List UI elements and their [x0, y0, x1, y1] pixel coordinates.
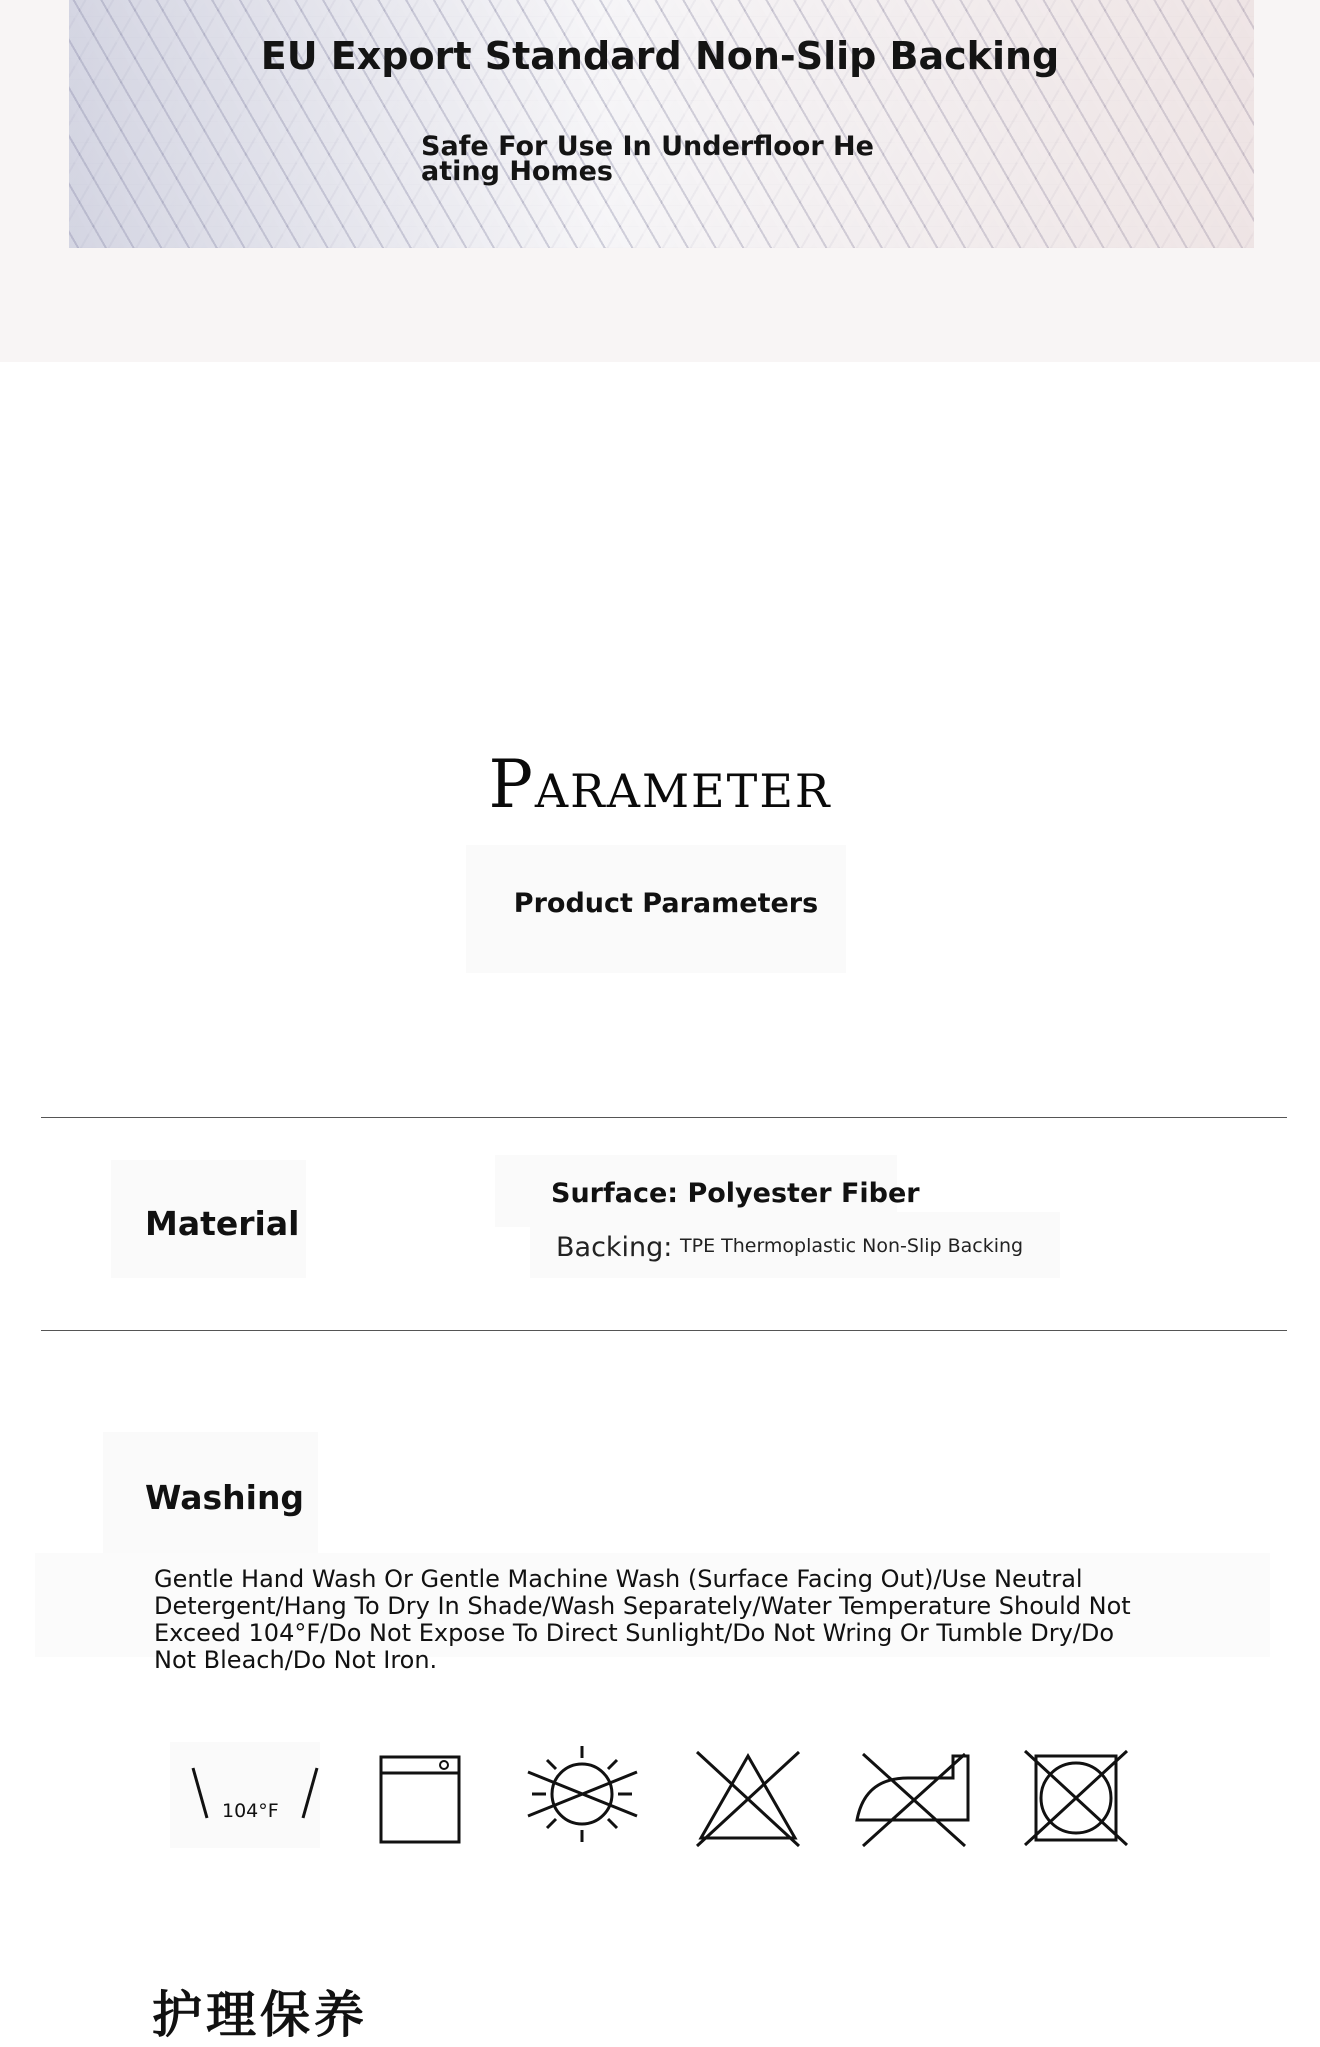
- product-parameters-subheading: Product Parameters: [513, 888, 819, 919]
- surface-material: Surface: Polyester Fiber: [551, 1178, 920, 1209]
- banner-title: EU Export Standard Non-Slip Backing: [260, 34, 1060, 78]
- material-label: Material: [145, 1204, 300, 1243]
- washing-description: Gentle Hand Wash Or Gentle Machine Wash (Surface Facing Out)/Use Neutral Detergent/Hang To Dry In Shade/Wash Separately/Water Temperature Should Not Exceed 104°F/Do Not Expose To Direct Sunlight/Do Not Wring Or Tumble Dry/Do Not Bleach/Do Not Iron.: [154, 1565, 1131, 1674]
- no-bleach-icon: [693, 1748, 803, 1848]
- divider-middle: [41, 1330, 1287, 1331]
- backing-value: TPE Thermoplastic Non-Slip Backing: [680, 1235, 1024, 1257]
- no-sun-drying-icon: [525, 1742, 640, 1847]
- parameter-heading: Parameter: [488, 746, 832, 823]
- machine-wash-icon: [378, 1752, 464, 1846]
- no-iron-icon: [853, 1748, 973, 1848]
- wash-temperature-label: 104°F: [222, 1800, 279, 1822]
- backing-label: Backing:: [556, 1232, 673, 1263]
- divider-top: [41, 1117, 1287, 1118]
- care-maintenance-heading: 护理保养: [152, 1986, 368, 2044]
- washing-label: Washing: [145, 1478, 305, 1517]
- no-tumble-dry-icon: [1022, 1748, 1130, 1848]
- banner-subtitle: Safe For Use In Underfloor Heating Homes: [421, 131, 874, 187]
